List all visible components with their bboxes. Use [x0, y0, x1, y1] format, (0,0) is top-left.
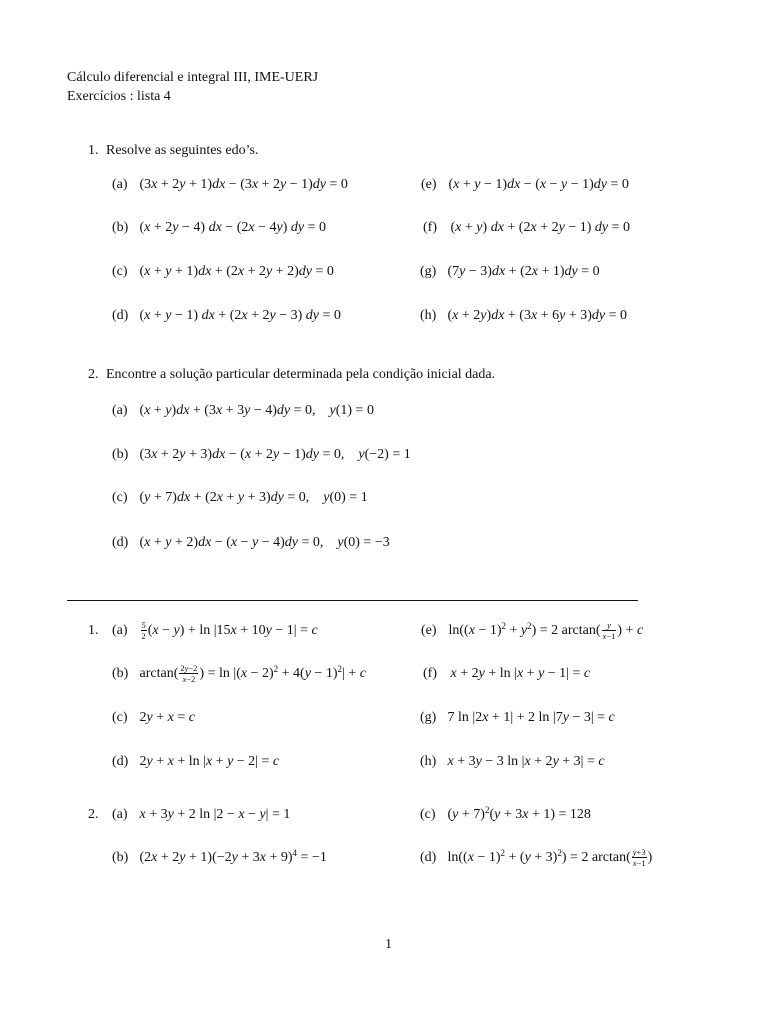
fraction: $\frac{5}{2}$: [141, 619, 146, 642]
q1-item-b: [112, 221, 326, 235]
a2-solution-d: $\ln((x - 1)^2 + (y + 3)^2) = 2$ arctan( $\frac{y+3}{x-1}$ ): [447, 846, 653, 869]
a2-solution-b: $(2x + 2y + 1)(-2y + 3x + 9)^4 = -1$: [139, 848, 327, 865]
a1-solution-g: 7 ln |2x + 1| + 2 ln |7y − 3| = c: [447, 710, 615, 725]
q1-equation-h: (x + 2y)dx + (3x + 6y + 3)dy = 0: [447, 308, 627, 323]
q1-equation-d: (x + y − 1) dx + (2x + 2y − 3) dy = 0: [139, 308, 341, 323]
a2-label-b: (b): [112, 850, 129, 865]
q2-equation-a: (x + y)dx + (3x + 3y − 4)dy = 0, y(1) = 0: [139, 403, 374, 418]
q1-item-c: [112, 265, 334, 279]
q1-equation-e: (x + y − 1)dx − (x − y − 1)dy = 0: [448, 177, 629, 192]
q1-equation-c: (x + y + 1)dx + (2x + 2y + 2)dy = 0: [139, 264, 334, 279]
answers-2-number: 2.: [88, 807, 99, 822]
q1-item-h: [420, 309, 627, 323]
q1-equation-f: (x + y) dx + (2x + 2y − 1) dy = 0: [450, 220, 630, 235]
q1-equation-a: (3x + 2y + 1)dx − (3x + 2y − 1)dy = 0: [139, 177, 348, 192]
course-title: Cálculo diferencial e integral III, IME-UERJ: [67, 70, 319, 85]
a2-label-c: (c): [420, 807, 436, 822]
q2-equation-b: (3x + 2y + 3)dx − (x + 2y − 1)dy = 0, y(−2) = 1: [139, 447, 411, 462]
q1-label-f: (f): [423, 220, 437, 235]
a1-solution-a: $\frac{5}{2}$ (x − y) + ln |15x + 10y − 1| = c: [141, 619, 318, 642]
q2-label-d: (d): [112, 535, 129, 550]
question-1-number: 1.: [88, 143, 99, 158]
fraction: $\frac{y}{x-1}$: [602, 619, 616, 642]
a1-label-e: (e): [421, 623, 437, 638]
a2-item-d: [420, 847, 652, 869]
question-2-title: Encontre a solução particular determinada pela condição inicial dada.: [106, 367, 496, 382]
q2-item-d: [112, 536, 390, 550]
a1-solution-b: arctan( $\frac{2y-2}{x-2}$ ) = $\ln |(x - 2)^2 + 4(y - 1)^2| + c$: [139, 662, 366, 685]
a1-solution-d: 2y + x + ln |x + y − 2| = c: [139, 754, 280, 769]
q1-item-a: [112, 178, 348, 192]
a2-solution-c: $(y + 7)^2(y + 3x + 1) = 128$: [447, 805, 591, 822]
fraction: $\frac{2y-2}{x-2}$: [180, 662, 198, 685]
q2-label-a: (a): [112, 403, 128, 418]
a1-item-d: [112, 755, 279, 769]
answers-1-number: 1.: [88, 623, 99, 638]
q2-item-b: [112, 448, 411, 462]
a1-label-d: (d): [112, 754, 129, 769]
q1-label-e: (e): [421, 177, 437, 192]
a1-item-b: [112, 663, 366, 685]
q1-label-a: (a): [112, 177, 128, 192]
question-1-heading: [88, 144, 258, 158]
a1-item-f: [423, 667, 590, 681]
a2-item-a: [112, 808, 290, 822]
answers-separator: [67, 600, 638, 601]
a2-item-c: [420, 805, 591, 822]
question-1-title: Resolve as seguintes edo’s.: [106, 143, 259, 158]
a1-solution-c: 2y + x = c: [139, 710, 195, 725]
q1-label-b: (b): [112, 220, 129, 235]
q1-label-g: (g): [420, 264, 437, 279]
a2-label-a: (a): [112, 807, 128, 822]
page-number: 1: [385, 937, 392, 952]
a1-solution-f: x + 2y + ln |x + y − 1| = c: [450, 666, 591, 681]
a1-label-g: (g): [420, 710, 437, 725]
q2-label-c: (c): [112, 490, 128, 505]
a1-item-h: [420, 755, 605, 769]
q2-equation-d: (x + y + 2)dx − (x − y − 4)dy = 0, y(0) = −3: [139, 535, 390, 550]
q1-equation-b: (x + 2y − 4) dx − (2x − 4y) dy = 0: [139, 220, 326, 235]
a1-label-h: (h): [420, 754, 437, 769]
q2-item-a: [112, 404, 374, 418]
q2-label-b: (b): [112, 447, 129, 462]
q2-item-c: [112, 491, 368, 505]
a1-solution-h: x + 3y − 3 ln |x + 2y + 3| = c: [447, 754, 605, 769]
question-2-number: 2.: [88, 367, 99, 382]
question-2-heading: [88, 368, 495, 382]
a1-item-e: [421, 620, 643, 642]
a1-solution-e: $\ln((x - 1)^2 + y^2) = 2$ arctan( $\frac{y}{x-1}$ ) + c: [448, 619, 644, 642]
q1-equation-g: (7y − 3)dx + (2x + 1)dy = 0: [447, 264, 600, 279]
a1-label-b: (b): [112, 666, 129, 681]
fraction: $\frac{y+3}{x-1}$: [632, 846, 646, 869]
a2-label-d: (d): [420, 850, 437, 865]
q1-item-e: [421, 178, 629, 192]
list-title: Exercícios : lista 4: [67, 89, 171, 104]
a1-item-g: [420, 711, 615, 725]
a2-item-b: [112, 848, 327, 865]
a2-solution-a: x + 3y + 2 ln |2 − x − y| = 1: [139, 807, 291, 822]
q1-item-g: [420, 265, 600, 279]
q1-label-h: (h): [420, 308, 437, 323]
q1-item-f: [423, 221, 630, 235]
a1-label-f: (f): [423, 666, 437, 681]
q2-equation-c: (y + 7)dx + (2x + y + 3)dy = 0, y(0) = 1: [139, 490, 368, 505]
q1-item-d: [112, 309, 341, 323]
a1-item-a: [112, 620, 318, 642]
q1-label-d: (d): [112, 308, 129, 323]
a1-item-c: [112, 711, 195, 725]
a1-label-a: (a): [112, 623, 128, 638]
a1-label-c: (c): [112, 710, 128, 725]
q1-label-c: (c): [112, 264, 128, 279]
